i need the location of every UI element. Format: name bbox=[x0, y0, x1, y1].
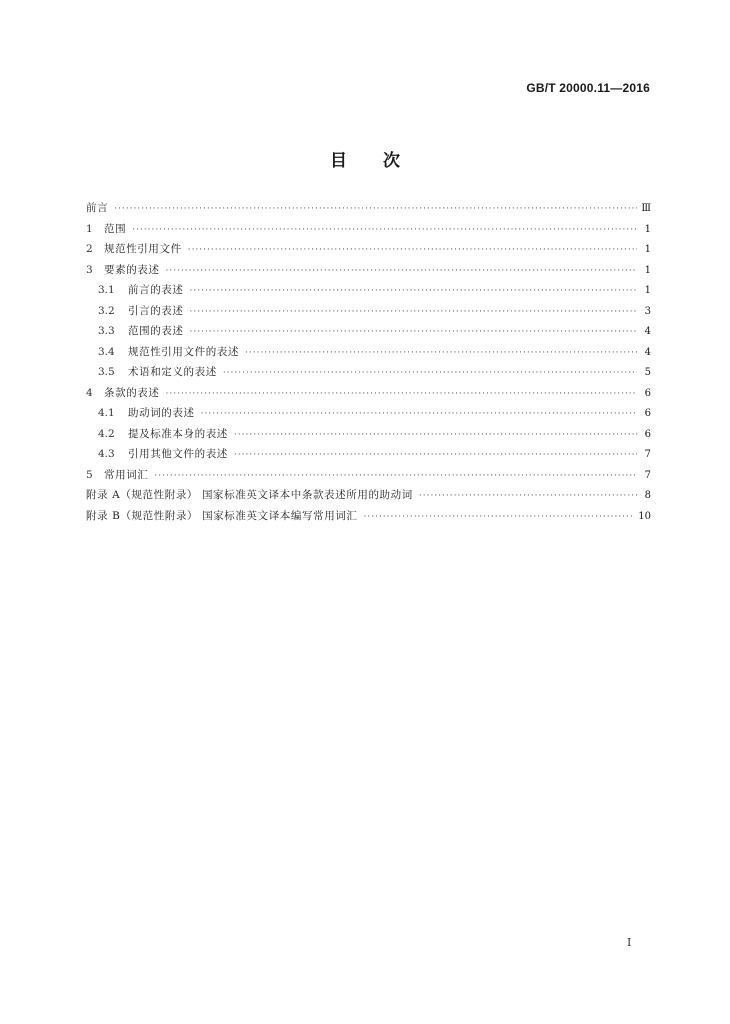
toc-entry-page: 1 bbox=[644, 285, 651, 296]
toc-entry-label: 规范性引用文件 bbox=[104, 243, 182, 255]
toc-entry[interactable] bbox=[86, 364, 651, 385]
toc-entry-number: 3.5 bbox=[98, 366, 115, 378]
toc-leader-dots bbox=[201, 409, 637, 419]
toc-entry[interactable] bbox=[86, 467, 651, 488]
toc-entry[interactable] bbox=[86, 446, 651, 467]
toc-entry-number: 4 bbox=[86, 386, 93, 399]
toc-leader-dots bbox=[190, 307, 638, 317]
toc-entry-page: 6 bbox=[644, 408, 651, 419]
toc-entry-label: 引用其他文件的表述 bbox=[128, 448, 228, 460]
toc-entry-number: 2 bbox=[86, 243, 93, 255]
toc-entry-label: 条款的表述 bbox=[104, 386, 160, 399]
toc-entry-page: 1 bbox=[644, 223, 651, 235]
toc-entry-label: 范围 bbox=[104, 222, 127, 235]
toc-entry-number: 4.2 bbox=[98, 427, 115, 440]
toc-entry-label: 助动词的表述 bbox=[128, 407, 195, 419]
page-number: I bbox=[627, 936, 632, 949]
toc-entry-page: 6 bbox=[644, 428, 651, 440]
title-char-1: 目 bbox=[330, 151, 347, 171]
toc-entry-page: 8 bbox=[644, 490, 651, 501]
toc-entry-label: 附录 B（规范性附录） 国家标准英文译本编写常用词汇 bbox=[86, 509, 358, 522]
toc-entry[interactable] bbox=[86, 200, 651, 221]
toc-entry-page: Ⅲ bbox=[641, 203, 651, 214]
table-of-contents bbox=[86, 200, 651, 528]
toc-entry-label: 术语和定义的表述 bbox=[128, 366, 217, 378]
toc-entry-label: 引言的表述 bbox=[128, 304, 184, 317]
toc-entry-label: 前言的表述 bbox=[128, 284, 184, 296]
toc-entry[interactable] bbox=[86, 405, 651, 426]
toc-entry-page: 5 bbox=[644, 367, 651, 378]
toc-entry-page: 1 bbox=[644, 244, 651, 255]
toc-entry-number: 3.4 bbox=[98, 345, 115, 358]
toc-leader-dots bbox=[114, 204, 637, 214]
toc-entry[interactable] bbox=[86, 303, 651, 324]
toc-entry-number: 3.2 bbox=[98, 304, 115, 317]
toc-entry-page: 7 bbox=[644, 469, 651, 481]
toc-leader-dots bbox=[132, 225, 637, 235]
toc-leader-dots bbox=[166, 266, 638, 276]
toc-leader-dots bbox=[364, 512, 635, 522]
toc-leader-dots bbox=[419, 491, 637, 501]
toc-entry-number: 3.1 bbox=[98, 284, 115, 296]
toc-entry-page: 1 bbox=[644, 264, 651, 276]
toc-entry[interactable] bbox=[86, 508, 651, 529]
toc-leader-dots bbox=[245, 348, 637, 358]
page-title bbox=[0, 146, 730, 171]
toc-leader-dots bbox=[190, 286, 638, 296]
toc-entry[interactable] bbox=[86, 323, 651, 344]
toc-entry-number: 5 bbox=[86, 468, 93, 481]
toc-entry[interactable] bbox=[86, 426, 651, 447]
toc-entry-label: 常用词汇 bbox=[104, 468, 149, 481]
toc-entry-number: 3 bbox=[86, 263, 93, 276]
toc-entry[interactable] bbox=[86, 282, 651, 303]
toc-entry-label: 要素的表述 bbox=[104, 263, 160, 276]
toc-entry-number: 4.3 bbox=[98, 448, 115, 460]
toc-entry-page: 6 bbox=[644, 387, 651, 399]
toc-entry-number: 3.3 bbox=[98, 325, 115, 337]
toc-entry-number: 4.1 bbox=[98, 407, 115, 419]
toc-entry-page: 3 bbox=[644, 305, 651, 317]
toc-entry[interactable] bbox=[86, 344, 651, 365]
toc-entry[interactable] bbox=[86, 221, 651, 242]
title-char-2: 次 bbox=[383, 151, 400, 171]
toc-leader-dots bbox=[234, 450, 637, 460]
toc-entry-label: 提及标准本身的表述 bbox=[128, 427, 228, 440]
toc-entry[interactable] bbox=[86, 385, 651, 406]
toc-entry-page: 4 bbox=[644, 326, 651, 337]
toc-leader-dots bbox=[223, 368, 637, 378]
toc-leader-dots bbox=[154, 471, 637, 481]
toc-leader-dots bbox=[166, 389, 638, 399]
toc-leader-dots bbox=[190, 327, 638, 337]
toc-entry-label: 范围的表述 bbox=[128, 325, 184, 337]
toc-entry[interactable] bbox=[86, 487, 651, 508]
toc-entry-label: 前言 bbox=[86, 202, 109, 214]
toc-leader-dots bbox=[188, 245, 637, 255]
toc-entry-label: 附录 A（规范性附录） 国家标准英文译本中条款表述所用的助动词 bbox=[86, 489, 413, 501]
toc-leader-dots bbox=[234, 430, 637, 440]
standard-code: GB/T 20000.11—2016 bbox=[526, 81, 650, 95]
toc-entry[interactable] bbox=[86, 262, 651, 283]
toc-entry-page: 10 bbox=[638, 510, 651, 522]
toc-entry[interactable] bbox=[86, 241, 651, 262]
toc-entry-label: 规范性引用文件的表述 bbox=[128, 345, 239, 358]
toc-entry-number: 1 bbox=[86, 222, 93, 235]
toc-entry-page: 4 bbox=[644, 346, 651, 358]
toc-entry-page: 7 bbox=[644, 449, 651, 460]
